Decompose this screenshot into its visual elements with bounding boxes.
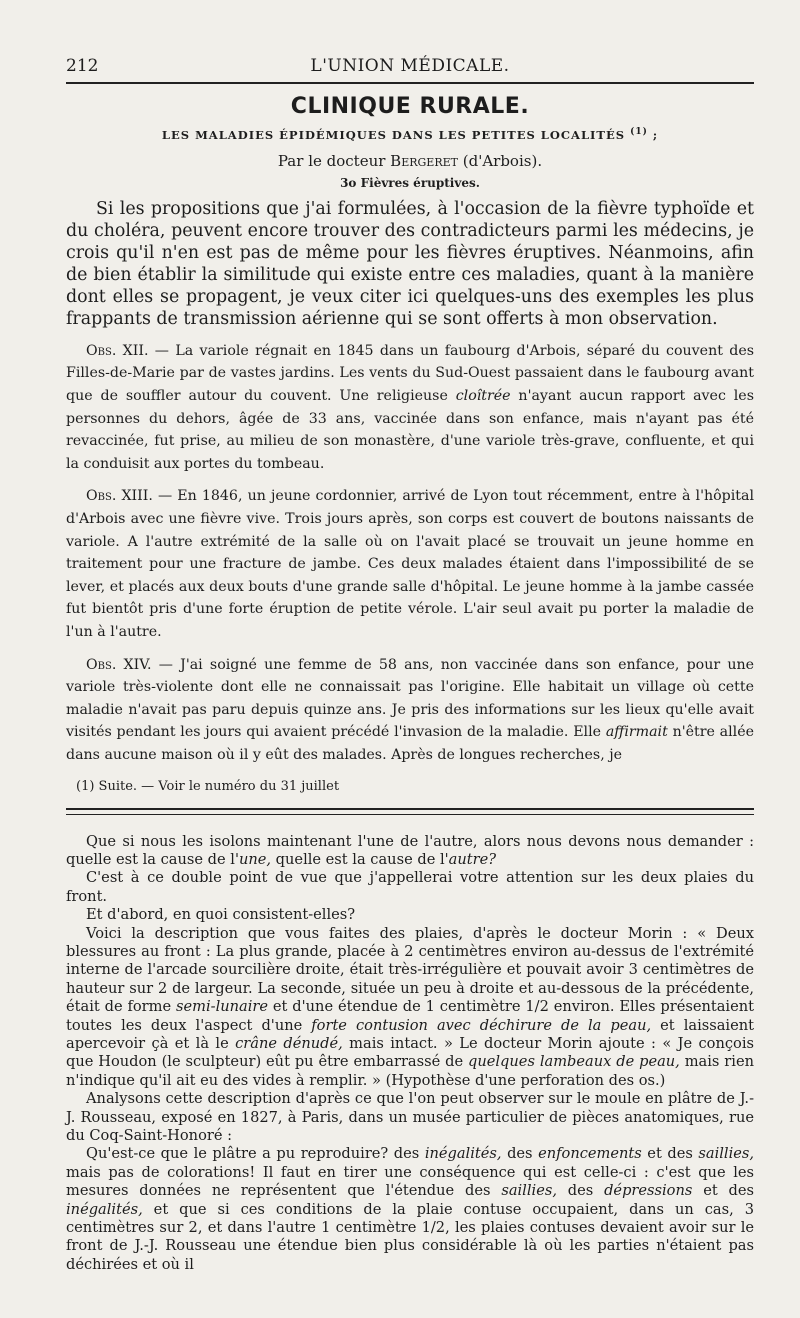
- observation-label: Obs. XII.: [86, 342, 149, 359]
- paragraph-text: Voici la description que vous faites des plaies, d'après le docteur Morin : « Deux blessures au front : La plus grande, placée à 2 centimètres environ au-dessus de l'extrémité interne de l'arcade sourcilière droite, était très-irrégulière et pouvait avoir 3 centimètres de hauteur sur 2 de largeur. La seconde, située un peu à droite et au-dessous de la précédente, était de forme: [66, 924, 754, 1016]
- second-article: [66, 833, 754, 1275]
- paragraph-text: mais rien n'indique qu'il ait eu des vides à remplir. » (Hypothèse d'une perforation des os.): [66, 1053, 754, 1089]
- emphasis-text: saillies,: [501, 1182, 557, 1200]
- page-header: [66, 48, 754, 80]
- paragraph: Et d'abord, en quoi consistent-elles?: [86, 906, 356, 924]
- article-subtitle: [66, 127, 754, 142]
- footnote: (1) Suite. — Voir le numéro du 31 juillet: [76, 778, 340, 794]
- observation-text: n'ayant aucun rapport avec les personnes du dehors, âgée de 33 ans, vaccinée dans son enfance, mais n'ayant pas été revaccinée, fut prise, au milieu de son monastère, d'une variole très-grave, confluente, et qui la conduisit aux portes du tombeau.: [66, 388, 754, 472]
- lead-section: [66, 198, 754, 330]
- observation-paragraph: [66, 485, 754, 643]
- byline: [66, 152, 754, 170]
- emphasis-text: enfoncements: [538, 1145, 642, 1163]
- running-title: L'UNION MÉDICALE.: [310, 56, 510, 76]
- emphasis-text: dépressions: [604, 1182, 693, 1200]
- page-number: 212: [66, 56, 99, 76]
- subtitle-tail: ;: [647, 127, 659, 142]
- observation-text: — En 1846, un jeune cordonnier, arrivé de Lyon tout récemment, entre à l'hôpital d'Arbois avec une fièvre vive. Trois jours après, son corps est couvert de boutons naissants de variole. A l'autre extrémité de la salle où on l'avait placé se trouvait un jeune homme en traitement pour une fracture de jambe. Ces deux malades étaient dans l'impossibilité de se lever, et placés aux deux bouts d'une grande salle d'hôpital. Le jeune homme à la jambe cassée fut bientôt pris d'une forte éruption de petite vérole. L'air seul avait pu porter la maladie de l'un à l'autre.: [66, 488, 754, 640]
- paragraph-text: et des: [692, 1182, 754, 1200]
- observation-label: Obs. XIV.: [86, 656, 152, 673]
- emphasis-text: semi-lunaire: [176, 998, 269, 1016]
- paragraph-text: Qu'est-ce que le plâtre a pu reproduire? des: [86, 1145, 425, 1163]
- paragraph: C'est à ce double point de vue que j'appellerai votre attention sur les deux plaies du front.: [66, 869, 754, 905]
- paragraph-text: et laissaient apercevoir çà et là le: [66, 1016, 754, 1052]
- paragraph: [66, 925, 754, 1091]
- subsection-title: 3o Fièvres éruptives.: [340, 175, 480, 190]
- observation-text: n'être allée dans aucune maison où il y eût des malades. Après de longues recherches, je: [66, 724, 754, 763]
- lead-paragraph: Si les propositions que j'ai formulées, à l'occasion de la fièvre typhoïde et du choléra, peuvent encore trouver des contradicteurs parmi les médecins, je crois qu'il n'en est pas de même pour les fièvres éruptives. Néanmoins, afin de bien établir la similitude qui existe entre ces maladies, quant à la manière dont elles se propagent, je veux citer ici quelques-uns des exemples les plus frappants de transmission aérienne qui se sont offerts à mon observation.: [66, 198, 754, 329]
- observation-xiii: [66, 485, 754, 643]
- author-name: Bergeret: [390, 151, 458, 170]
- emphasis-text: crâne dénudé,: [235, 1034, 343, 1052]
- paragraph: [66, 1145, 754, 1274]
- emphasis-text: cloîtrée: [455, 388, 511, 405]
- emphasis-text: affirmait: [605, 724, 668, 741]
- paragraph: [66, 833, 754, 870]
- emphasis-text: saillies,: [698, 1145, 754, 1163]
- observation-label: Obs. XIII.: [86, 488, 153, 505]
- header-rule: [66, 82, 754, 84]
- emphasis-text: une,: [238, 850, 272, 868]
- observation-text: — J'ai soigné une femme de 58 ans, non vaccinée dans son enfance, pour une variole très-violente dont elle ne connaissait pas l'origine. Elle habitait un village où cette maladie n'avait pas paru depuis quinze ans. Je pris des informations sur les lieux qu'elle avait visités pendant les jours qui avaient précédé l'invasion de la maladie. Elle: [66, 656, 754, 741]
- byline-suffix: (d'Arbois).: [457, 151, 543, 170]
- section-divider: [66, 808, 754, 815]
- subtitle-text: LES MALADIES ÉPIDÉMIQUES DANS LES PETITES LOCALITÉS: [161, 127, 626, 142]
- emphasis-text: quelques lambeaux de peau,: [468, 1053, 680, 1071]
- paragraph: Analysons cette description d'après ce que l'on peut observer sur le moule en plâtre de J.-J. Rousseau, exposé en 1827, à Paris, dans un musée particulier de pièces anatomiques, rue du Coq-Saint-Honoré :: [66, 1090, 754, 1145]
- emphasis-text: autre?: [448, 850, 497, 868]
- paragraph-text: des: [501, 1145, 539, 1163]
- paragraph-text: et des: [641, 1145, 699, 1163]
- document-page: [66, 48, 754, 1274]
- observation-paragraph: [66, 340, 754, 476]
- observation-text: — La variole régnait en 1845 dans un faubourg d'Arbois, séparé du couvent des Filles-de-Marie par de vastes jardins. Les vents du Sud-Ouest passaient dans le faubourg avant que de souffler autour du couvent. Une religieuse: [66, 342, 754, 405]
- paragraph-text: mais pas de colorations! Il faut en tirer une conséquence qui est celle-ci : c'est que les mesures données ne représentent que l'étendue des: [66, 1163, 754, 1200]
- section-title: CLINIQUE RURALE.: [290, 94, 530, 119]
- emphasis-text: inégalités,: [424, 1145, 502, 1163]
- paragraph-text: quelle est la cause de l': [271, 850, 449, 868]
- footnote-reference: (1): [630, 127, 648, 137]
- observation-paragraph: [66, 654, 754, 767]
- paragraph-text: et d'une étendue de 1 centimètre 1/2 environ. Elles présentaient toutes les deux l'aspect d'une: [66, 998, 754, 1034]
- paragraph-text: mais intact. » Le docteur Morin ajoute : « Je conçois que Houdon (le sculpteur) eût pu être embarrassé de: [66, 1034, 754, 1071]
- observation-xii: [66, 340, 754, 476]
- byline-prefix: Par le docteur: [277, 151, 391, 170]
- emphasis-text: forte contusion avec déchirure de la peau,: [311, 1016, 652, 1034]
- observation-xiv: [66, 654, 754, 767]
- paragraph-text: et que si ces conditions de la plaie contuse occupaient, dans un cas, 3 centimètres sur 2, et dans l'autre 1 centimètre 1/2, les plaies contuses devaient avoir sur le front de J.-J. Rousseau une étendue bien plus considérable là où les parties n'étaient pas déchirées et où il: [66, 1200, 754, 1273]
- emphasis-text: inégalités,: [66, 1200, 143, 1218]
- paragraph-text: des: [556, 1182, 605, 1200]
- paragraph-text: Que si nous les isolons maintenant l'une de l'autre, alors nous devons nous demander : quelle est la cause de l': [66, 832, 754, 868]
